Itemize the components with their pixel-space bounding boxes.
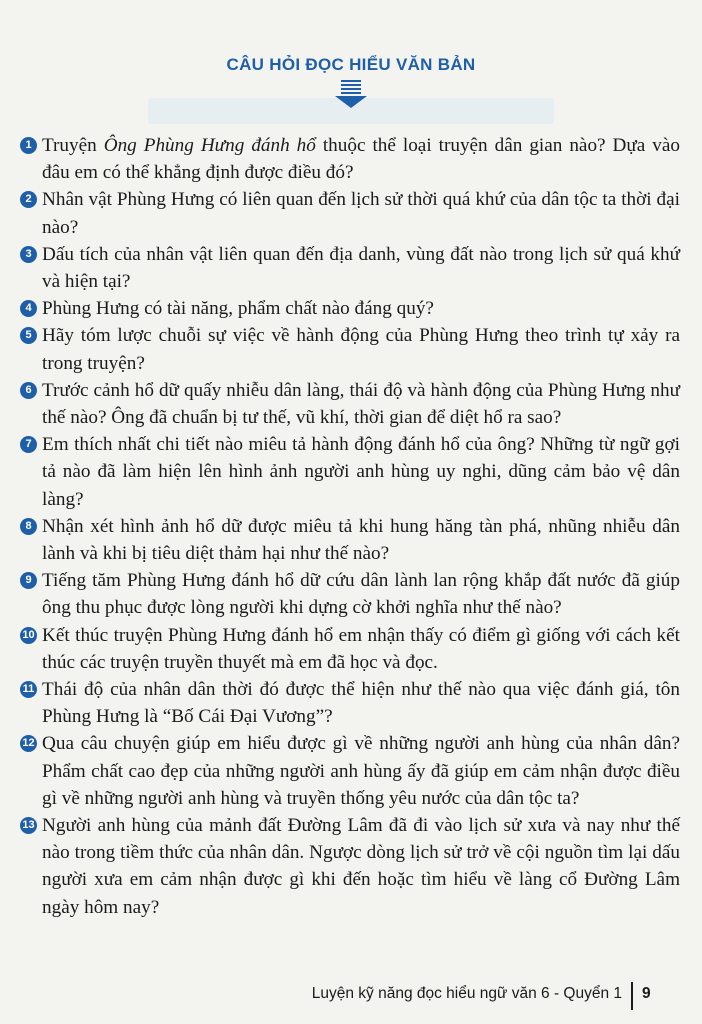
question-text: Hãy tóm lược chuỗi sự việc về hành động của Phùng Hưng theo trình tự xảy ra trong truyện? bbox=[42, 325, 680, 374]
question-text: Dấu tích của nhân vật liên quan đến địa danh, vùng đất nào trong lịch sử quá khứ và hiện tại? bbox=[42, 243, 680, 293]
question-text: Em thích nhất chi tiết nào miêu tả hành động đánh hổ của ông? Những từ ngữ gợi tả nào đã làm hiện lên hình ảnh người anh hùng uy nghi, dũng cảm bảo vệ dân làng? bbox=[42, 434, 680, 510]
question-item bbox=[20, 241, 680, 295]
question-text: Qua câu chuyện giúp em hiểu được gì về những người anh hùng của nhân dân? Phẩm chất cao đẹp của những người anh hùng ấy đã giúp em cảm nhận được điều gì về những người anh hùng và truyền thống yêu nước của dân tộc ta? bbox=[42, 733, 680, 809]
question-number-badge: 5 bbox=[20, 327, 37, 344]
question-item bbox=[20, 377, 680, 431]
question-number-badge: 8 bbox=[20, 518, 37, 535]
question-number-badge: 2 bbox=[20, 191, 37, 208]
question-number-badge: 3 bbox=[20, 246, 37, 263]
question-list bbox=[20, 132, 680, 921]
story-title-italic: Ông Phùng Hưng đánh hổ bbox=[103, 135, 316, 156]
footer-divider bbox=[631, 982, 633, 1010]
down-arrow-icon bbox=[331, 80, 371, 110]
question-number-badge: 4 bbox=[20, 300, 37, 317]
question-item bbox=[20, 295, 680, 322]
question-item bbox=[20, 622, 680, 676]
question-item bbox=[20, 186, 680, 240]
question-text: Người anh hùng của mảnh đất Đường Lâm đã đi vào lịch sử xưa và nay như thế nào trong tiềm thức của nhân dân. Ngược dòng lịch sử trở về cội nguồn tìm lại dấu người xưa em cảm nhận được gì khi đến hoặc tìm hiểu về làng cổ Đường Lâm ngày hôm nay? bbox=[42, 815, 680, 918]
question-number-badge: 9 bbox=[20, 572, 37, 589]
question-item bbox=[20, 676, 680, 730]
question-number-badge: 11 bbox=[20, 681, 37, 698]
question-number-badge: 10 bbox=[20, 627, 37, 644]
question-text: Nhận xét hình ảnh hổ dữ được miêu tả khi hung hăng tàn phá, nhũng nhiễu dân lành và khi bị tiêu diệt thảm hại như thế nào? bbox=[42, 515, 680, 565]
question-number-badge: 7 bbox=[20, 436, 37, 453]
question-number-badge: 1 bbox=[20, 137, 37, 154]
question-item bbox=[20, 513, 680, 567]
question-text: Phùng Hưng có tài năng, phẩm chất nào đáng quý? bbox=[42, 298, 434, 320]
question-item bbox=[20, 322, 680, 376]
question-text: Nhân vật Phùng Hưng có liên quan đến lịch sử thời quá khứ của dân tộc ta thời đại nào? bbox=[42, 189, 680, 238]
page-number: 9 bbox=[642, 985, 651, 1002]
question-text-part: thuộc thể loại truyện dân gian nào? Dựa vào đâu em có thể khẳng định được điều đó? bbox=[42, 135, 680, 184]
question-item bbox=[20, 431, 680, 513]
question-number-badge: 12 bbox=[20, 735, 37, 752]
question-item bbox=[20, 567, 680, 621]
question-number-badge: 6 bbox=[20, 382, 37, 399]
footer-book-title: Luyện kỹ năng đọc hiểu ngữ văn 6 - Quyển 1 bbox=[311, 985, 622, 1002]
question-text: Thái độ của nhân dân thời đó được thể hiện như thế nào qua việc đánh giá, tôn Phùng Hưng là “Bố Cái Đại Vương”? bbox=[42, 679, 680, 728]
question-text: Tiếng tăm Phùng Hưng đánh hổ dữ cứu dân lành lan rộng khắp đất nước đã giúp ông thu phục được lòng người khi dựng cờ khởi nghĩa như thế nào? bbox=[42, 570, 680, 619]
question-item bbox=[20, 132, 680, 186]
question-number-badge: 13 bbox=[20, 817, 37, 834]
question-text bbox=[42, 132, 680, 186]
question-item bbox=[20, 730, 680, 812]
question-text: Trước cảnh hổ dữ quấy nhiễu dân làng, thái độ và hành động của Phùng Hưng như thế nào? Ông đã chuẩn bị tư thế, vũ khí, thời gian để diệt hổ ra sao? bbox=[42, 379, 680, 429]
section-heading: CÂU HỎI ĐỌC HIỂU VĂN BẢN bbox=[226, 55, 476, 74]
question-text-part: Truyện bbox=[42, 135, 104, 156]
question-item bbox=[20, 812, 680, 921]
question-text: Kết thúc truyện Phùng Hưng đánh hổ em nhận thấy có điểm gì giống với cách kết thúc các truyện truyền thuyết mà em đã học và đọc. bbox=[42, 624, 680, 673]
